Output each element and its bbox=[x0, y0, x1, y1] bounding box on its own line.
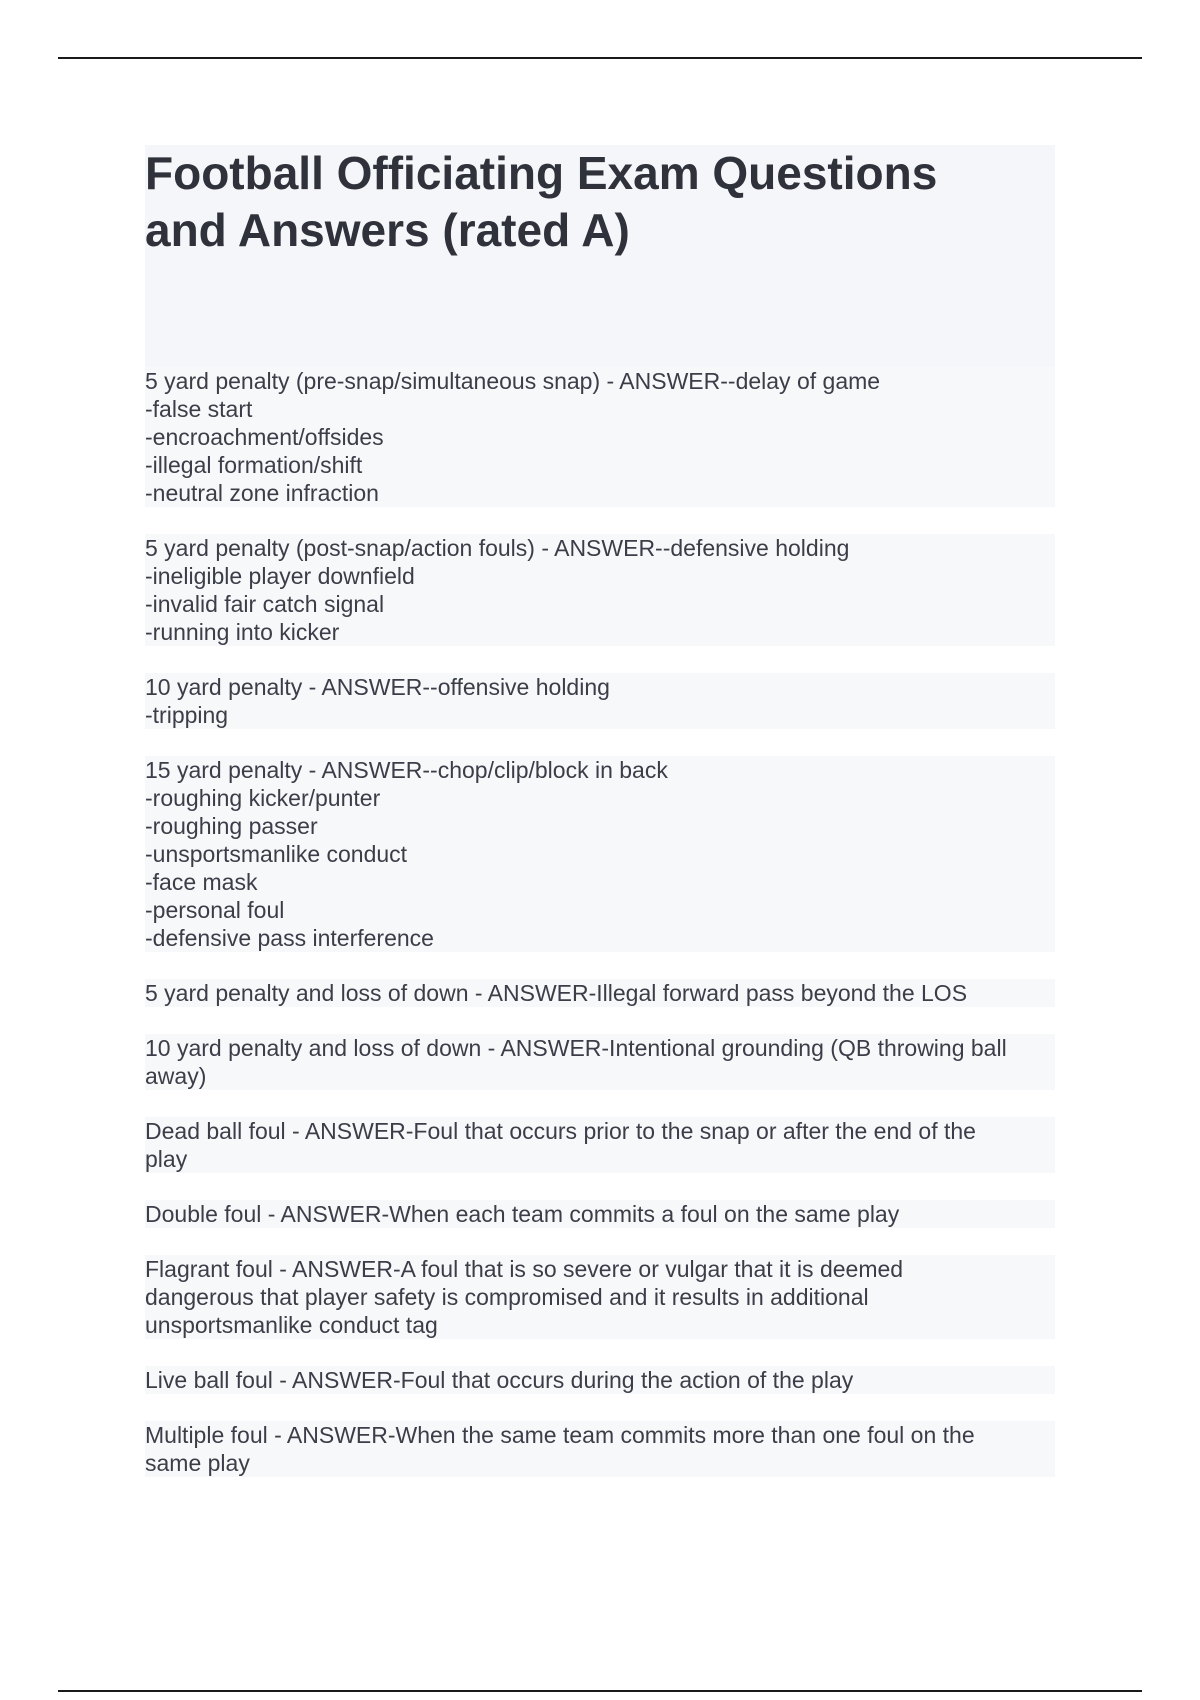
qa-question-line: Double foul - ANSWER-When each team commits a foul on the same play bbox=[145, 1201, 900, 1227]
qa-answer-line: -invalid fair catch signal bbox=[145, 591, 385, 617]
qa-answer-line: -ineligible player downfield bbox=[145, 563, 415, 589]
qa-entry bbox=[145, 756, 1055, 952]
qa-answer-line: same play bbox=[145, 1450, 250, 1476]
qa-question-line: 5 yard penalty (pre-snap/simultaneous snap) - ANSWER--delay of game bbox=[145, 368, 881, 394]
qa-question-line: Flagrant foul - ANSWER-A foul that is so severe or vulgar that it is deemed bbox=[145, 1256, 904, 1282]
qa-answer-line: -neutral zone infraction bbox=[145, 480, 379, 506]
qa-question-line: 5 yard penalty and loss of down - ANSWER-Illegal forward pass beyond the LOS bbox=[145, 980, 968, 1006]
qa-answer-line: -unsportsmanlike conduct bbox=[145, 841, 408, 867]
qa-answer-line: -face mask bbox=[145, 869, 258, 895]
qa-entry bbox=[145, 1421, 1055, 1477]
qa-answer-line: play bbox=[145, 1146, 188, 1172]
qa-entry bbox=[145, 1117, 1055, 1173]
qa-question-line: Dead ball foul - ANSWER-Foul that occurs prior to the snap or after the end of the bbox=[145, 1118, 976, 1144]
qa-list bbox=[145, 367, 1055, 1504]
qa-answer-line: -personal foul bbox=[145, 897, 285, 923]
qa-answer-line: -false start bbox=[145, 396, 253, 422]
qa-answer-line: dangerous that player safety is compromised and it results in additional bbox=[145, 1284, 869, 1310]
bottom-divider bbox=[58, 1690, 1142, 1692]
qa-entry bbox=[145, 673, 1055, 729]
qa-answer-line: -tripping bbox=[145, 702, 229, 728]
qa-answer-line: -running into kicker bbox=[145, 619, 340, 645]
qa-answer-line: -roughing kicker/punter bbox=[145, 785, 381, 811]
qa-entry bbox=[145, 1255, 1055, 1339]
qa-question-line: 15 yard penalty - ANSWER--chop/clip/block in back bbox=[145, 757, 668, 783]
qa-entry bbox=[145, 1200, 1055, 1228]
qa-answer-line: -defensive pass interference bbox=[145, 925, 434, 951]
qa-answer-line: unsportsmanlike conduct tag bbox=[145, 1312, 438, 1338]
qa-question-line: 5 yard penalty (post-snap/action fouls) - ANSWER--defensive holding bbox=[145, 535, 850, 561]
qa-question-line: Live ball foul - ANSWER-Foul that occurs during the action of the play bbox=[145, 1367, 854, 1393]
qa-entry bbox=[145, 534, 1055, 646]
page-title: Football Officiating Exam Questions and Answers (rated A) bbox=[145, 147, 938, 256]
qa-entry bbox=[145, 1366, 1055, 1394]
qa-question-line: 10 yard penalty - ANSWER--offensive holding bbox=[145, 674, 610, 700]
qa-entry bbox=[145, 979, 1055, 1007]
title-block bbox=[145, 145, 1055, 367]
qa-entry bbox=[145, 1034, 1055, 1090]
qa-question-line: Multiple foul - ANSWER-When the same team commits more than one foul on the bbox=[145, 1422, 975, 1448]
qa-entry bbox=[145, 367, 1055, 507]
qa-answer-line: -encroachment/offsides bbox=[145, 424, 384, 450]
qa-answer-line: -roughing passer bbox=[145, 813, 318, 839]
top-divider bbox=[58, 57, 1142, 59]
qa-question-line: 10 yard penalty and loss of down - ANSWER-Intentional grounding (QB throwing ball bbox=[145, 1035, 1007, 1061]
qa-answer-line: away) bbox=[145, 1063, 207, 1089]
qa-answer-line: -illegal formation/shift bbox=[145, 452, 363, 478]
